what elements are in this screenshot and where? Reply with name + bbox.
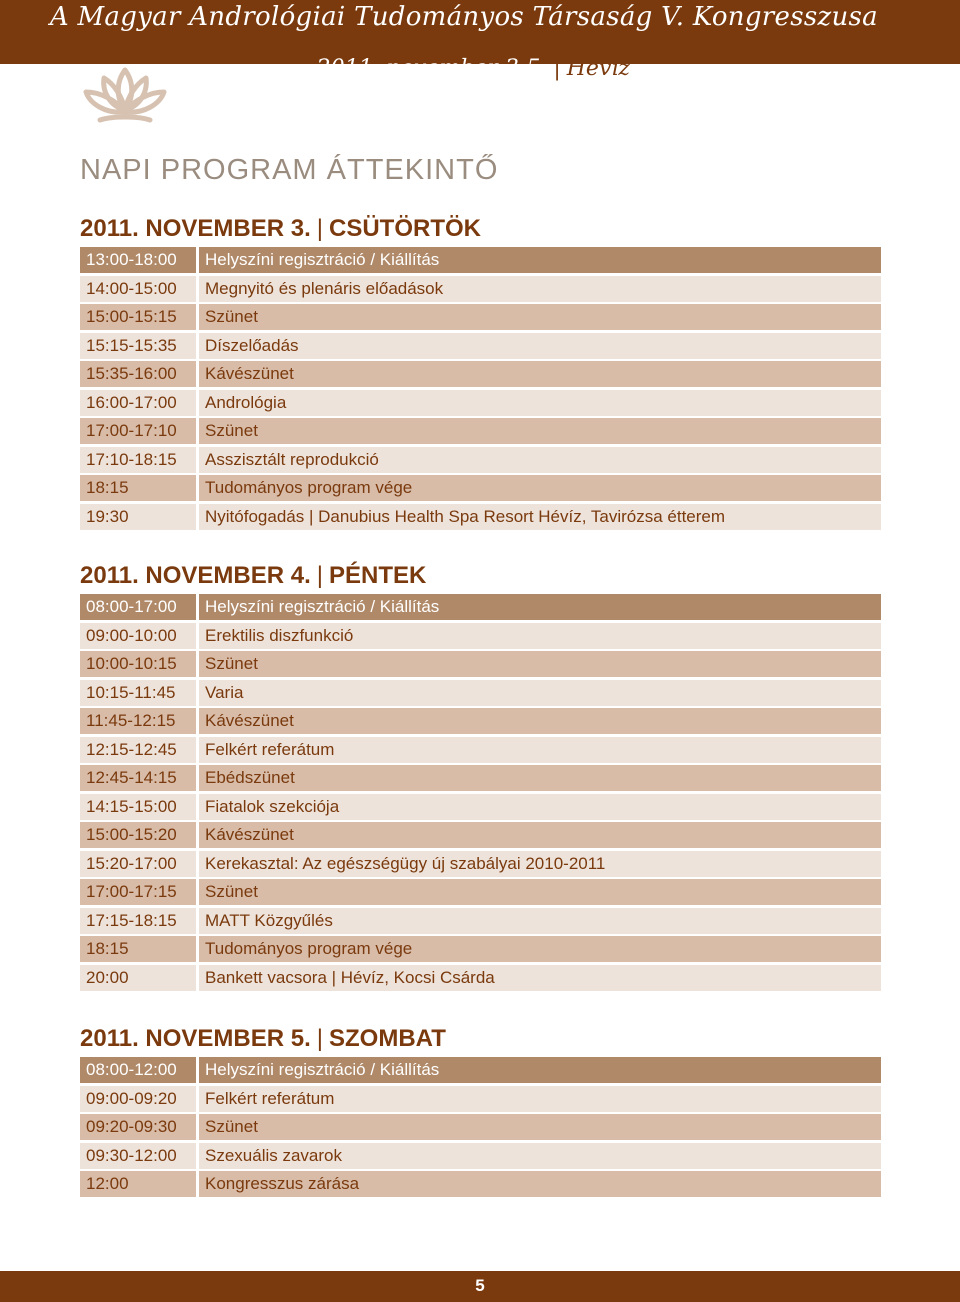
schedule-time: 09:00-09:20: [80, 1086, 196, 1112]
schedule-row: [80, 247, 881, 273]
day-weekday: SZOMBAT: [329, 1025, 446, 1052]
schedule-row: [80, 1171, 881, 1197]
schedule-time: 17:00-17:15: [80, 879, 196, 905]
schedule-time: 15:00-15:20: [80, 822, 196, 848]
schedule-row: [80, 447, 881, 473]
schedule-time: 14:15-15:00: [80, 794, 196, 820]
schedule-row: [80, 475, 881, 501]
congress-date-location: [317, 56, 630, 81]
schedule-time: 17:00-17:10: [80, 418, 196, 444]
schedule-description: Szünet: [199, 1114, 881, 1140]
schedule-time: 14:00-15:00: [80, 276, 196, 302]
day-section-saturday: [80, 1021, 881, 1200]
schedule-description: Szünet: [199, 879, 881, 905]
schedule-time: 16:00-17:00: [80, 390, 196, 416]
schedule-time: 09:00-10:00: [80, 623, 196, 649]
schedule-row: [80, 879, 881, 905]
day-date: 2011. NOVEMBER 3.: [80, 215, 311, 242]
schedule-row: [80, 333, 881, 359]
schedule-row: [80, 680, 881, 706]
schedule-description: Helyszíni regisztráció / Kiállítás: [199, 594, 881, 620]
schedule-time: 10:00-10:15: [80, 651, 196, 677]
schedule-description: MATT Közgyűlés: [199, 908, 881, 934]
day-title: [80, 211, 881, 247]
schedule-row: [80, 504, 881, 530]
schedule-row: [80, 594, 881, 620]
title-separator: |: [316, 215, 323, 242]
schedule-time: 15:15-15:35: [80, 333, 196, 359]
congress-title: A Magyar Andrológiai Tudományos Társaság V. Kongresszusa: [49, 2, 878, 32]
schedule-row: [80, 390, 881, 416]
schedule-time: 09:30-12:00: [80, 1143, 196, 1169]
schedule-time: 08:00-17:00: [80, 594, 196, 620]
schedule-time: 17:15-18:15: [80, 908, 196, 934]
schedule-description: Asszisztált reprodukció: [199, 447, 881, 473]
schedule-description: Felkért referátum: [199, 1086, 881, 1112]
schedule-description: Nyitófogadás | Danubius Health Spa Resort Hévíz, Tavirózsa étterem: [199, 504, 881, 530]
schedule-time: 20:00: [80, 965, 196, 991]
schedule-row: [80, 623, 881, 649]
schedule-row: [80, 708, 881, 734]
day-title: [80, 1021, 881, 1057]
day-section-thursday: [80, 211, 881, 532]
schedule-time: 12:00: [80, 1171, 196, 1197]
schedule-description: Ebédszünet: [199, 765, 881, 791]
day-weekday: CSÜTÖRTÖK: [329, 215, 481, 242]
schedule-description: Kávészünet: [199, 822, 881, 848]
schedule-row: [80, 851, 881, 877]
schedule-time: 13:00-18:00: [80, 247, 196, 273]
schedule-description: Díszelőadás: [199, 333, 881, 359]
schedule-row: [80, 276, 881, 302]
schedule-description: Fiatalok szekciója: [199, 794, 881, 820]
schedule-description: Szünet: [199, 418, 881, 444]
day-date: 2011. NOVEMBER 4.: [80, 562, 311, 589]
lotus-logo-icon: [80, 62, 170, 130]
schedule-time: 19:30: [80, 504, 196, 530]
page-number: 5: [475, 1276, 485, 1295]
title-separator: |: [316, 562, 323, 589]
schedule-row: [80, 651, 881, 677]
schedule-description: Szünet: [199, 651, 881, 677]
schedule-time: 09:20-09:30: [80, 1114, 196, 1140]
schedule-row: [80, 765, 881, 791]
congress-location: Hévíz: [566, 56, 630, 81]
schedule-description: Szünet: [199, 304, 881, 330]
schedule-row: [80, 1114, 881, 1140]
separator-bar: |: [553, 56, 561, 81]
schedule-row: [80, 1057, 881, 1083]
schedule-row: [80, 908, 881, 934]
schedule-description: Bankett vacsora | Hévíz, Kocsi Csárda: [199, 965, 881, 991]
schedule-time: 18:15: [80, 936, 196, 962]
schedule-row: [80, 304, 881, 330]
day-title: [80, 558, 881, 594]
schedule-time: 11:45-12:15: [80, 708, 196, 734]
schedule-time: 08:00-12:00: [80, 1057, 196, 1083]
schedule-row: [80, 965, 881, 991]
schedule-description: Kávészünet: [199, 708, 881, 734]
schedule-row: [80, 361, 881, 387]
schedule-time: 18:15: [80, 475, 196, 501]
schedule-time: 12:45-14:15: [80, 765, 196, 791]
day-section-friday: [80, 558, 881, 993]
schedule-row: [80, 1086, 881, 1112]
schedule-description: Szexuális zavarok: [199, 1143, 881, 1169]
schedule-row: [80, 418, 881, 444]
schedule-row: [80, 737, 881, 763]
schedule-description: Helyszíni regisztráció / Kiállítás: [199, 1057, 881, 1083]
day-weekday: PÉNTEK: [329, 562, 427, 589]
day-date: 2011. NOVEMBER 5.: [80, 1025, 311, 1052]
schedule-description: Kerekasztal: Az egészségügy új szabályai 2010-2011: [199, 851, 881, 877]
schedule-time: 15:35-16:00: [80, 361, 196, 387]
title-separator: |: [316, 1025, 323, 1052]
schedule-row: [80, 794, 881, 820]
schedule-time: 12:15-12:45: [80, 737, 196, 763]
schedule-time: 17:10-18:15: [80, 447, 196, 473]
schedule-description: Kávészünet: [199, 361, 881, 387]
page-heading: NAPI PROGRAM ÁTTEKINTŐ: [80, 154, 499, 186]
schedule-description: Andrológia: [199, 390, 881, 416]
schedule-row: [80, 822, 881, 848]
schedule-description: Varia: [199, 680, 881, 706]
schedule-description: Tudományos program vége: [199, 936, 881, 962]
schedule-time: 15:20-17:00: [80, 851, 196, 877]
schedule-description: Megnyitó és plenáris előadások: [199, 276, 881, 302]
schedule-description: Erektilis diszfunkció: [199, 623, 881, 649]
schedule-description: Kongresszus zárása: [199, 1171, 881, 1197]
schedule-description: Felkért referátum: [199, 737, 881, 763]
schedule-row: [80, 1143, 881, 1169]
schedule-time: 15:00-15:15: [80, 304, 196, 330]
schedule-description: Tudományos program vége: [199, 475, 881, 501]
schedule-time: 10:15-11:45: [80, 680, 196, 706]
schedule-row: [80, 936, 881, 962]
schedule-description: Helyszíni regisztráció / Kiállítás: [199, 247, 881, 273]
congress-date: 2011. november 3-5.: [316, 56, 548, 81]
